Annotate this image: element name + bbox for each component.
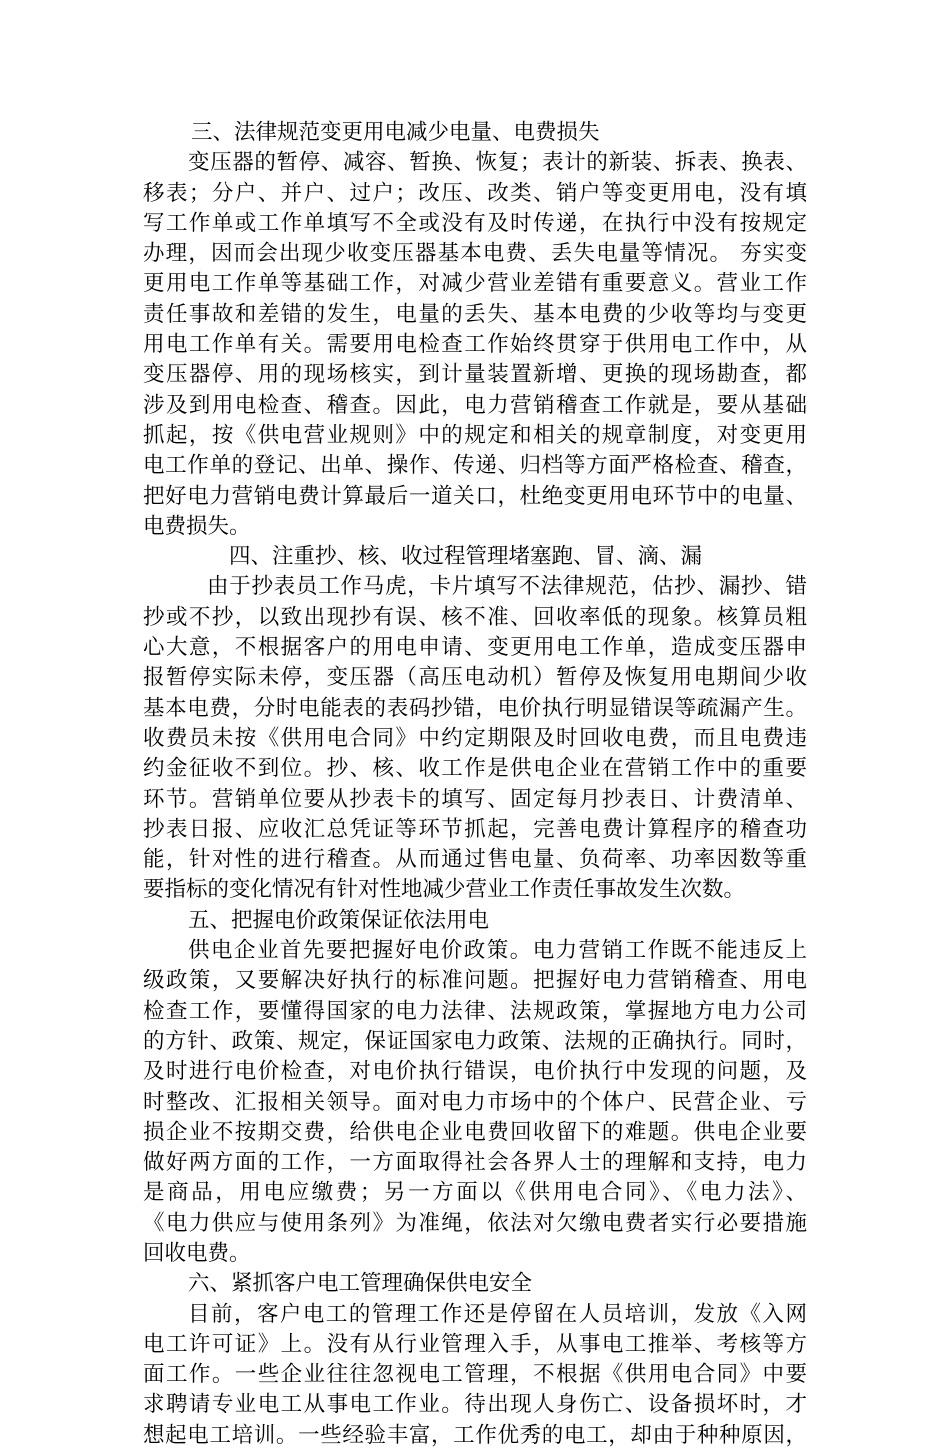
text-line: 面工作。一些企业往往忽视电工管理，不根据《供用电合同》中要 (143, 1362, 807, 1388)
text-line: 基本电费，分时电能表的表码抄错，电价执行明显错误等疏漏产生。 (143, 695, 807, 721)
text-line: 更用电工作单等基础工作，对减少营业差错有重要意义。营业工作 (143, 271, 807, 297)
text-line: 级政策，又要解决好执行的标准问题。把握好电力营销稽查、用电 (143, 968, 807, 994)
text-line: 五、把握电价政策保证依法用电 (188, 907, 490, 933)
text-line: 损企业不按期交费，给供电企业电费回收留下的难题。供电企业要 (143, 1119, 807, 1145)
text-line: 求聘请专业电工从事电工作业。待出现人身伤亡、设备损坏时，才 (143, 1392, 807, 1418)
text-line: 写工作单或工作单填写不全或没有及时传递，在执行中没有按规定 (143, 210, 807, 236)
text-line: 抄或不抄，以致出现抄有误、核不准、回收率低的现象。核算员粗 (143, 604, 807, 630)
text-line: 《电力供应与使用条列》为准绳，依法对欠缴电费者实行必要措施 (143, 1210, 807, 1236)
text-line: 四、注重抄、核、收过程管理堵塞跑、冒、滴、漏 (229, 544, 703, 570)
text-line: 办理，因而会出现少收变压器基本电费、丢失电量等情况。 夯实变 (143, 241, 807, 267)
text-line: 供电企业首先要把握好电价政策。电力营销工作既不能违反上 (188, 938, 807, 964)
text-line: 时整改、汇报相关领导。面对电力市场中的个体户、民营企业、亏 (143, 1089, 807, 1115)
text-line: 收费员未按《供用电合同》中约定期限及时回收电费，而且电费违 (143, 725, 807, 751)
text-line: 环节。营销单位要从抄表卡的填写、固定每月抄表日、计费清单、 (143, 786, 807, 812)
text-line: 电工作单的登记、出单、操作、传递、归档等方面严格检查、稽查， (143, 453, 807, 479)
text-line: 三、法律规范变更用电减少电量、电费损失 (191, 120, 600, 145)
document-body (143, 118, 807, 1451)
text-line: 责任事故和差错的发生，电量的丢失、基本电费的少收等均与变更 (143, 301, 807, 327)
text-line: 报暂停实际未停，变压器（高压电动机）暂停及恢复用电期间少收 (143, 665, 807, 691)
text-line: 心大意，不根据客户的用电申请、变更用电工作单，造成变压器申 (143, 635, 807, 661)
text-line: 约金征收不到位。抄、核、收工作是供电企业在营销工作中的重要 (143, 756, 807, 782)
text-line: 抓起，按《供电营业规则》中的规定和相关的规章制度，对变更用 (143, 422, 807, 448)
text-line: 抄表日报、应收汇总凭证等环节抓起，完善电费计算程序的稽查功 (143, 816, 807, 842)
text-line: 移表；分户、并户、过户；改压、改类、销户等变更用电，没有填 (143, 180, 807, 206)
text-line: 是商品，用电应缴费；另一方面以《供用电合同》、《电力法》、 (143, 1180, 807, 1206)
text-line: 电工许可证》上。没有从行业管理入手，从事电工推举、考核等方 (143, 1331, 807, 1357)
text-line: 要指标的变化情况有针对性地减少营业工作责任事故发生次数。 (143, 877, 746, 903)
text-line: 把好电力营销电费计算最后一道关口，杜绝变更用电环节中的电量、 (143, 483, 807, 509)
text-line: 想起电工培训。一些经验丰富，工作优秀的电工，却由于种种原因， (143, 1422, 807, 1448)
text-line: 涉及到用电检查、稽查。因此，电力营销稽查工作就是，要从基础 (143, 392, 807, 418)
text-line: 的方针、政策、规定，保证国家电力政策、法规的正确执行。同时， (143, 1028, 807, 1054)
text-line: 变压器的暂停、减容、暂换、恢复；表计的新装、拆表、换表、 (188, 150, 807, 176)
text-line: 电费损失。 (143, 513, 251, 539)
text-line: 做好两方面的工作，一方面取得社会各界人士的理解和支持，电力 (143, 1150, 807, 1176)
text-line: 及时进行电价检查，对电价执行错误，电价执行中发现的问题，及 (143, 1059, 807, 1085)
text-line: 目前，客户电工的管理工作还是停留在人员培训，发放《入网 (188, 1301, 807, 1327)
text-line: 检查工作，要懂得国家的电力法律、法规政策，掌握地方电力公司 (143, 998, 807, 1024)
text-line: 由于抄表员工作马虎，卡片填写不法律规范，估抄、漏抄、错 (207, 574, 807, 600)
text-line: 能，针对性的进行稽查。从而通过售电量、负荷率、功率因数等重 (143, 847, 807, 873)
text-line: 回收电费。 (143, 1240, 251, 1266)
text-line: 变压器停、用的现场核实，到计量装置新增、更换的现场勘查，都 (143, 362, 807, 388)
text-line: 用电工作单有关。需要用电检查工作始终贯穿于供用电工作中，从 (143, 332, 807, 358)
text-line: 六、紧抓客户电工管理确保供电安全 (188, 1271, 533, 1297)
